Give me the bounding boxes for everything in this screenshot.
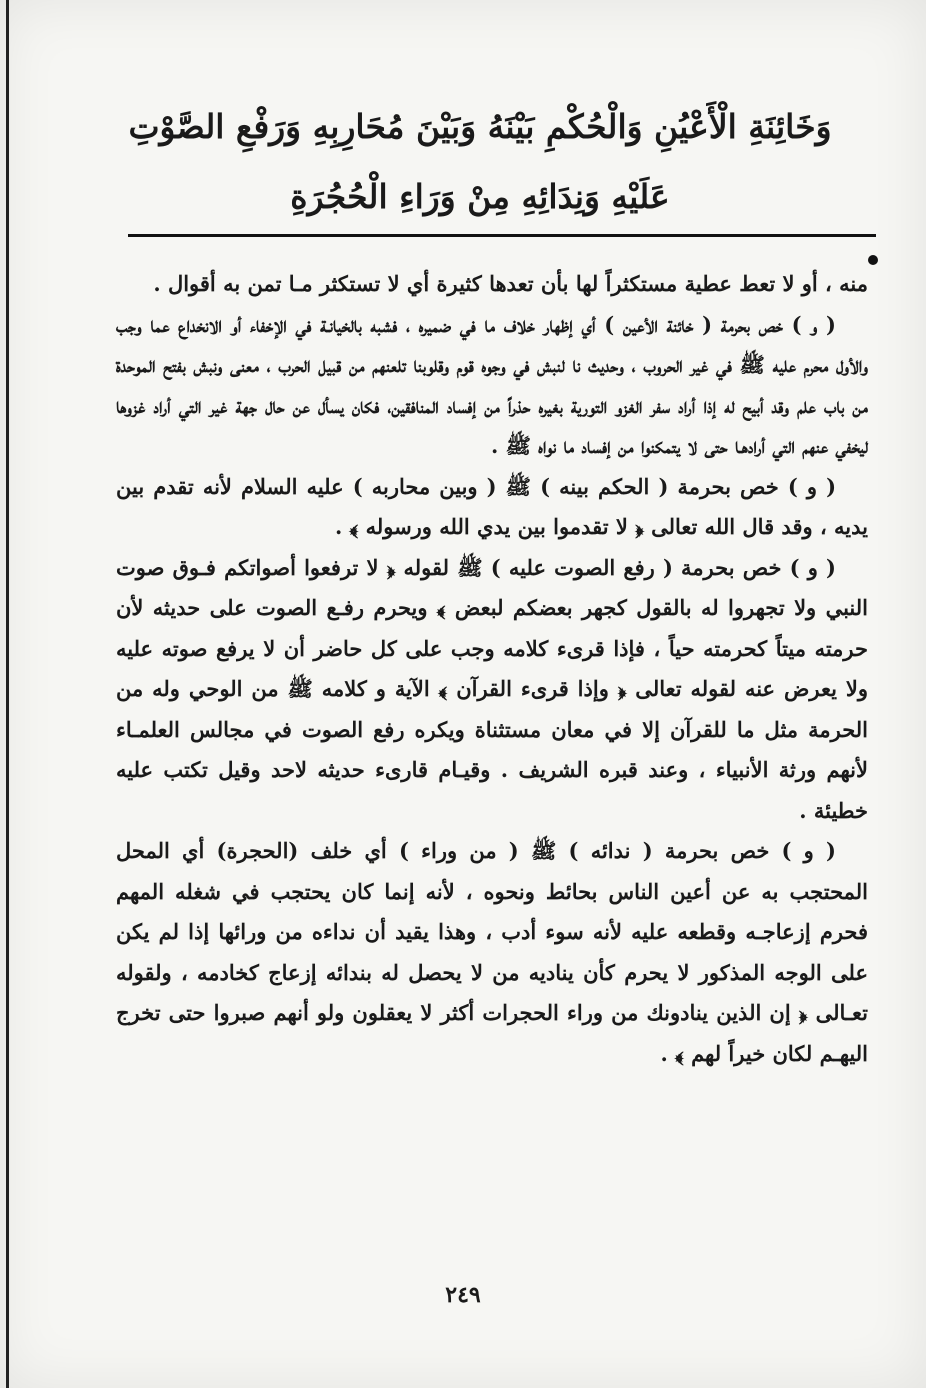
- heading-line-1: وَخَائِنَةِ الْأَعْيُنِ وَالْحُكْمِ بَيْنَهُ وَبَيْنَ مُحَارِبِهِ وَرَفْعِ الصَّوْتِ: [128, 107, 832, 146]
- paragraph: ( و ) خص بحرمة ( الحكم بينه ) ﷺ ( وبين محاربه ) عليه السلام لأنه تقدم بين يديه ، وقد قال الله تعالى ﴿ لا تقدموا بين يدي الله ورسوله ﴾ .: [116, 473, 868, 539]
- section-heading: [120, 92, 840, 232]
- paragraph: ( و ) خص بحرمة ( خائنة الأعين ) أي إظهار خلاف ما في ضميره ، فشبه بالخيانـة في الإخفاء أو الانخداع عما وجب والأول محرم عليه ﷺ في غير الحروب ، وحديث نا لنبش في وجوه قوم وقلوبنا تلعنهم من قبيل الحرب ، معنى ونبش بفتح الموحدة من باب علم وقد أبيح له إذا أراد سفر الغزو التورية بغيره حذراً من إفساد المنافقين، فكان يسأل عن حال جهة غير التي أراد غزوها ليخفي عنهم التي أرادهـا حتى لا يتمكنوا من إفساد ما نواه ﷺ .: [116, 311, 868, 458]
- divider-end-dot: [868, 255, 878, 265]
- page-number: ٢٤٩: [445, 1282, 481, 1308]
- heading-line-2: عَلَيْهِ وَنِدَائِهِ مِنْ وَرَاءِ الْحُجُرَةِ: [290, 177, 670, 216]
- heading-divider: [128, 234, 876, 237]
- paragraph: ( و ) خص بحرمة ( ندائه ) ﷺ ( من وراء ) أي خلف (الحجرة) أي المحل المحتجب به عن أعين الناس بحائط ونحوه ، لأنه إنما كان يحتجب في شغله المهم فحرم إزعاجـه وقطعه عليه لأنه سوء أدب ، وهذا يقيد أن نداءه من ورائها إذا لم يكن على الوجه المذكور لا يحرم كأن يناديه من لا يحصل له بندائه إزعاج كخادمه ، ولقوله تعـالى ﴿ إن الذين ينادونك من وراء الحجرات أكثر لا يعقلون ولو أنهم صبروا حتى تخرج اليهـم لكان خيراً لهم ﴾ .: [116, 838, 868, 1066]
- paragraph: ( و ) خص بحرمة ( رفع الصوت عليه ) ﷺ لقوله ﴿ لا ترفعوا أصواتكم فـوق صوت النبي ولا تجهروا له بالقول كجهر بعضكم لبعض ﴾ ويحرم رفـع الصوت على حديثه لأن حرمته ميتاً كحرمته حياً ، فإذا قرىء كلامه وجب على كل حاضر أن لا يرفع صوته عليه ولا يعرض عنه لقوله تعالى ﴿ وإذا قرىء القرآن ﴾ الآية و كلامه ﷺ من الوحي وله من الحرمة مثل ما للقرآن إلا في معان مستثناة ويكره رفع الصوت في مجالس العلمـاء لأنهم ورثة الأنبياء ، وعند قبره الشريف . وقيـام قارىء حديثه لاحد وقيل تكتب عليه خطيئة .: [116, 554, 868, 823]
- paragraph: منه ، أو لا تعط عطية مستكثراً لها بأن تعدها كثيرة أي لا تستكثر مـا تمن به أقوال .: [153, 271, 868, 296]
- page-left-edge: [6, 0, 9, 1388]
- body-text: [116, 264, 868, 1074]
